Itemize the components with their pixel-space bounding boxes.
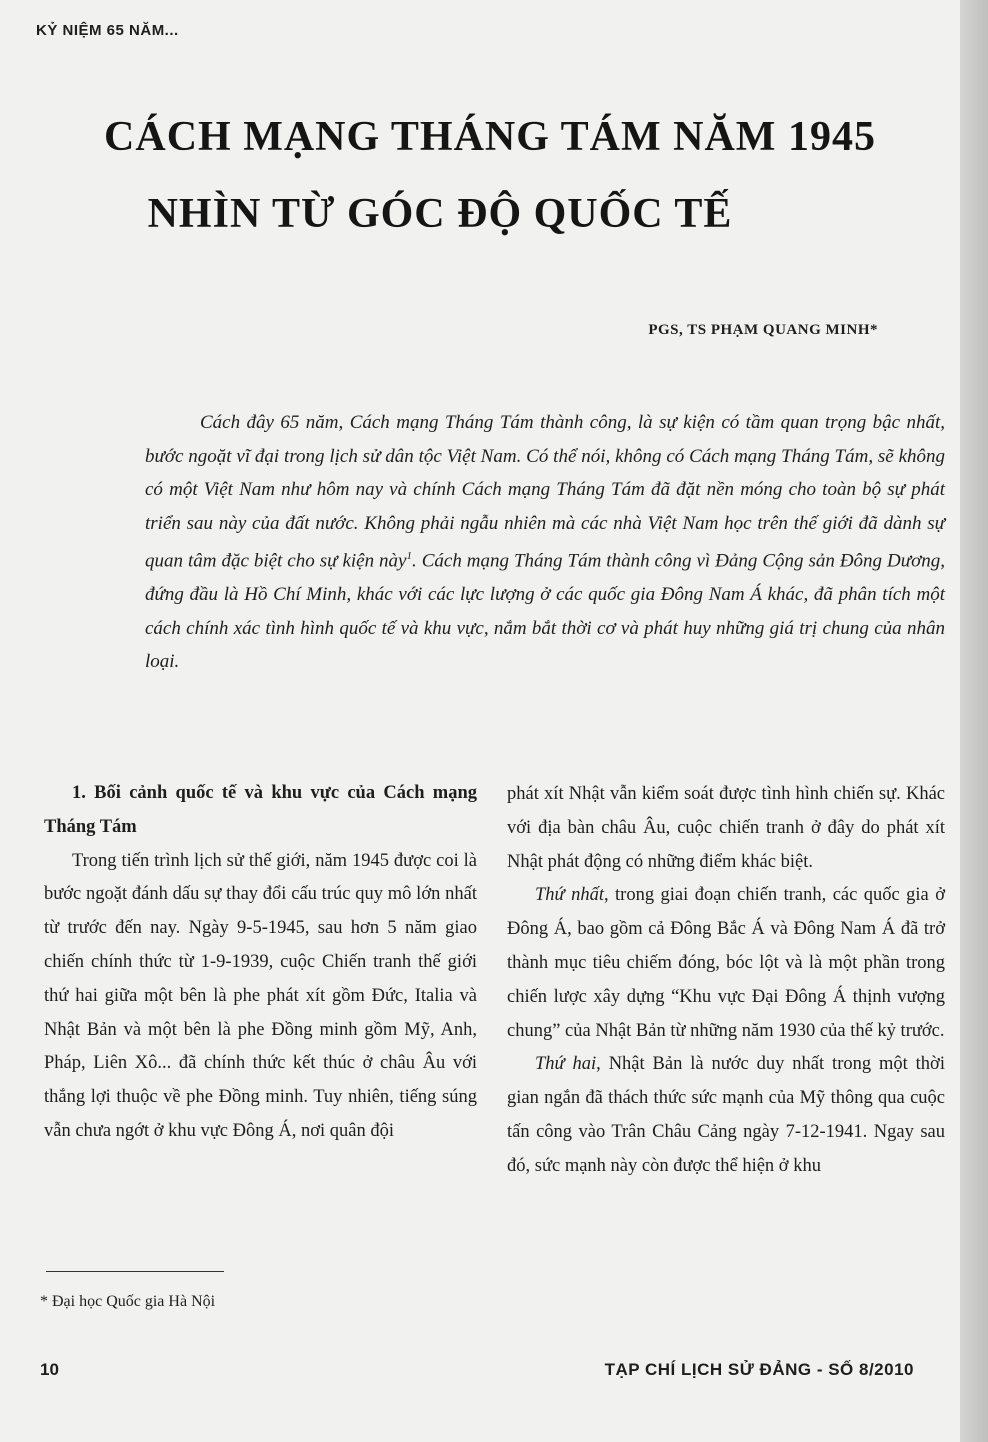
footnote: * Đại học Quốc gia Hà Nội (40, 1293, 216, 1310)
paragraph-text: , Nhật Bản là nước duy nhất trong một thời gian ngắn đã thách thức sức mạnh của Mỹ thông qua cuộc tấn công vào Trân Châu Cảng ngày 7-12-1941. Ngay sau đó, sức mạnh này còn được thể hiện ở khu (507, 1054, 945, 1176)
article-title-line-2: NHÌN TỪ GÓC ĐỘ QUỐC TẾ (147, 191, 733, 237)
abstract (145, 406, 945, 679)
author-byline: PGS, TS PHẠM QUANG MINH* (648, 322, 878, 338)
left-column (44, 777, 477, 1149)
adjacent-page-edge (960, 0, 988, 1442)
body-paragraph (507, 1048, 945, 1183)
paragraph-text: , trong giai đoạn chiến tranh, các quốc gia ở Đông Á, bao gồm cả Đông Bắc Á và Đông Nam Á đã trở thành mục tiêu chiếm đóng, bóc lột và là một phần trong chiến lược xây dựng “Khu vực Đại Đông Á thịnh vượng chung” của Nhật Bản từ những năm 1930 của thế kỷ trước. (507, 885, 945, 1041)
abstract-text-1: Cách đây 65 năm, Cách mạng Tháng Tám thành công, là sự kiện có tầm quan trọng bậc nhất, bước ngoặt vĩ đại trong lịch sử dân tộc Việt Nam. Có thể nói, không có Cách mạng Tháng Tám, sẽ không có một Việt Nam như hôm nay và chính Cách mạng Tháng Tám đã đặt nền móng cho toàn bộ sự phát triển sau này của đất nước. Không phải ngẫu nhiên mà các nhà Việt Nam học trên thế giới đã dành sự quan tâm đặc biệt cho sự kiện này (145, 412, 945, 572)
section-tag: KỶ NIỆM 65 NĂM... (36, 22, 179, 39)
footnote-divider (46, 1271, 224, 1272)
section-heading: 1. Bối cảnh quốc tế và khu vực của Cách mạng Tháng Tám (44, 783, 477, 837)
body-paragraph: phát xít Nhật vẫn kiểm soát được tình hình chiến sự. Khác với địa bàn châu Âu, cuộc chiến tranh ở đây do phát xít Nhật phát động có những điểm khác biệt. (507, 784, 945, 872)
page-number: 10 (40, 1360, 59, 1379)
body-paragraph (507, 879, 945, 1048)
right-column (507, 778, 945, 1184)
article-title-line-1: CÁCH MẠNG THÁNG TÁM NĂM 1945 (104, 114, 876, 160)
body-paragraph: Trong tiến trình lịch sử thế giới, năm 1945 được coi là bước ngoặt đánh dấu sự thay đổi cấu trúc quy mô lớn nhất từ trước đến nay. Ngày 9-5-1945, sau hơn 5 năm giao chiến chính thức từ 1-9-1939, cuộc Chiến tranh thế giới thứ hai giữa một bên là phe phát xít gồm Đức, Italia và Nhật Bản và một bên là phe Đồng minh gồm Mỹ, Anh, Pháp, Liên Xô... đã chính thức kết thúc ở châu Âu với thắng lợi thuộc về phe Đồng minh. Tuy nhiên, tiếng súng vẫn chưa ngớt ở khu vực Đông Á, nơi quân đội (44, 850, 477, 1141)
abstract-text-2: . Cách mạng Tháng Tám thành công vì Đảng Cộng sản Đông Dương, đứng đầu là Hồ Chí Minh, khác với các lực lượng ở các quốc gia Đông Nam Á khác, đã phân tích một cách chính xác tình hình quốc tế và khu vực, nắm bắt thời cơ và phát huy những giá trị chung của nhân loại. (145, 550, 945, 673)
journal-footer: TẠP CHÍ LỊCH SỬ ĐẢNG - SỐ 8/2010 (604, 1360, 914, 1379)
paragraph-lead: Thứ hai (535, 1054, 597, 1075)
paragraph-lead: Thứ nhất (535, 885, 604, 906)
footnote-marker: 1 (406, 550, 412, 563)
